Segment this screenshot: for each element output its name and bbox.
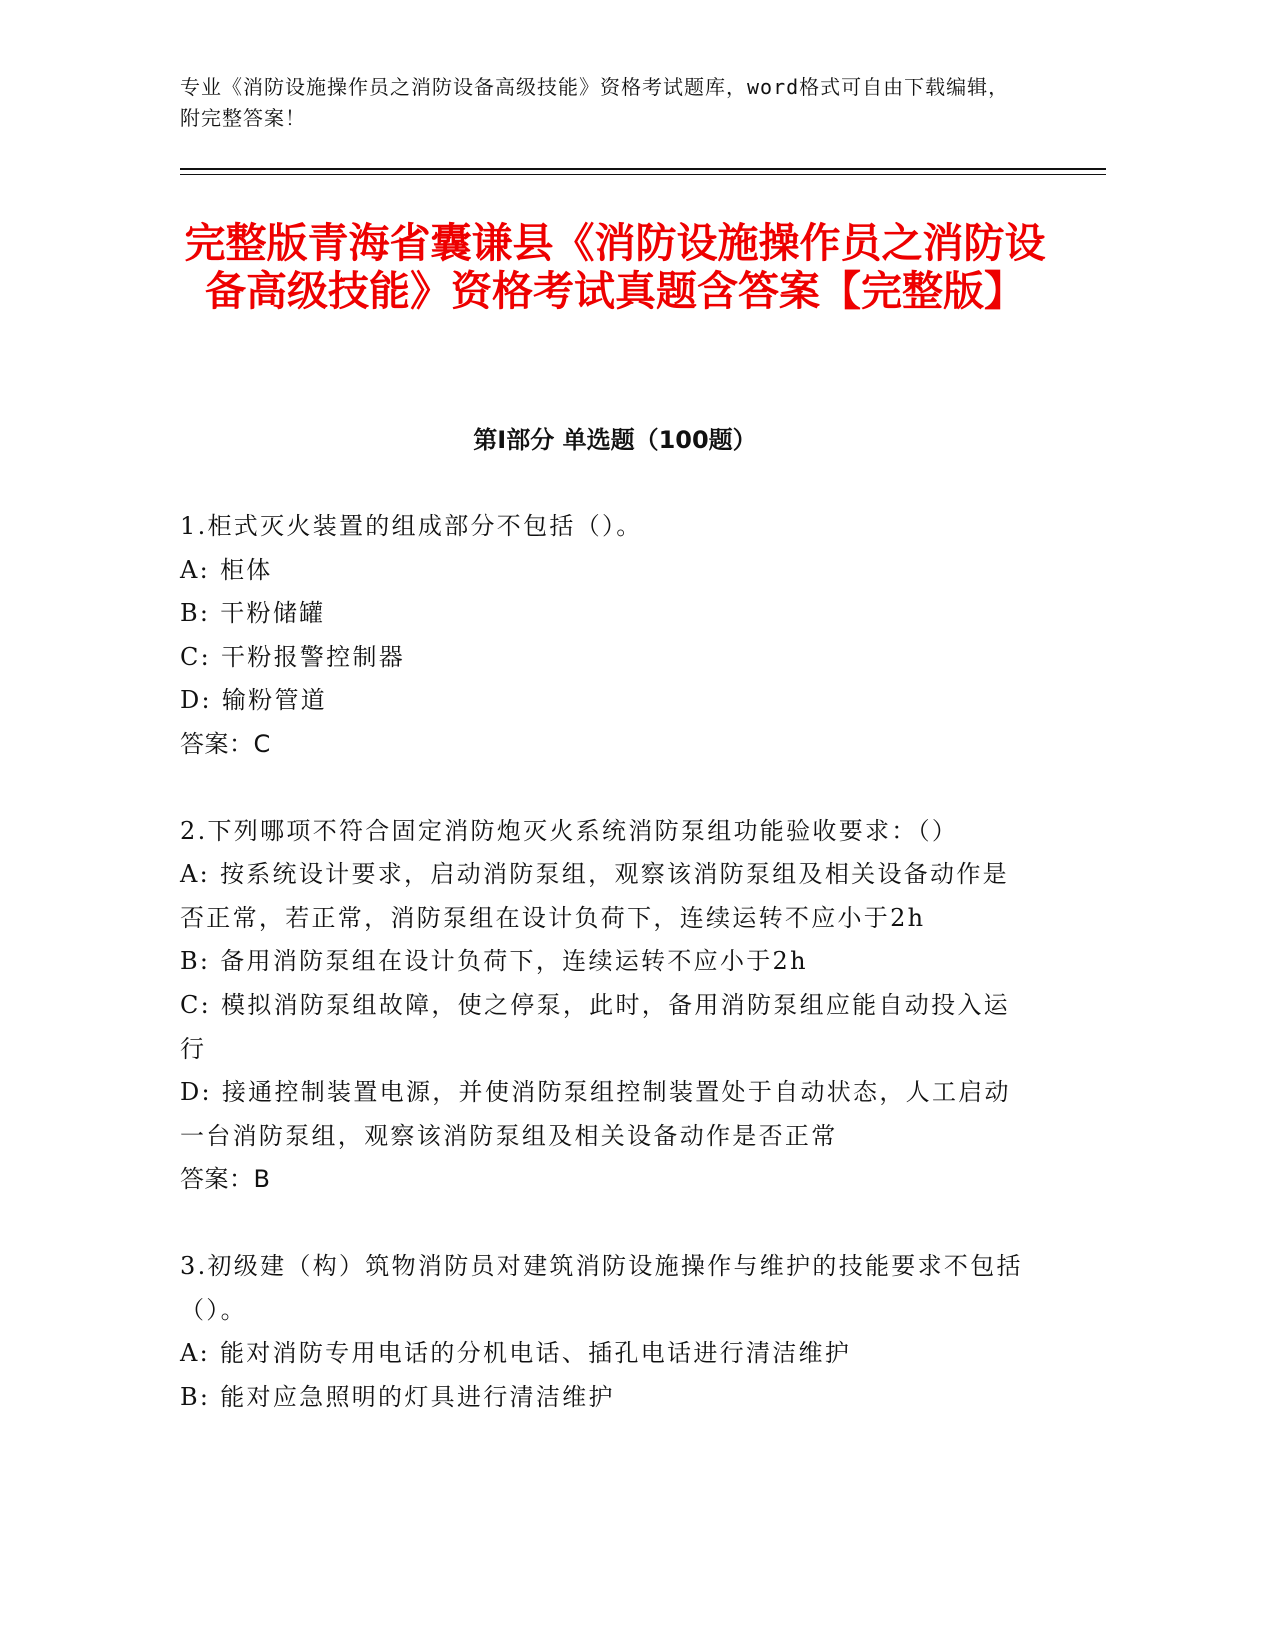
question-list bbox=[180, 505, 1030, 1462]
option-a: A: 按系统设计要求，启动消防泵组，观察该消防泵组及相关设备动作是否正常，若正常，消防泵组在设计负荷下，连续运转不应小于2h bbox=[180, 860, 1009, 932]
question-2 bbox=[180, 810, 1030, 1202]
header-divider-thin bbox=[180, 174, 1106, 175]
question-3 bbox=[180, 1245, 1030, 1419]
question-1 bbox=[180, 505, 1030, 767]
document-title: 完整版青海省囊谦县《消防设施操作员之消防设备高级技能》资格考试真题含答案【完整版】 bbox=[184, 219, 1046, 315]
option-d: D: 输粉管道 bbox=[180, 686, 328, 715]
option-b: B: 能对应急照明的灯具进行清洁维护 bbox=[180, 1382, 615, 1411]
question-stem: 1.柜式灭火装置的组成部分不包括（）。 bbox=[180, 512, 643, 540]
option-a: A: 柜体 bbox=[180, 555, 273, 584]
option-c: C: 模拟消防泵组故障，使之停泵，此时，备用消防泵组应能自动投入运行 bbox=[180, 990, 1010, 1063]
header-divider bbox=[180, 168, 1106, 170]
section-title: 第I部分 单选题（100题） bbox=[473, 426, 757, 454]
option-d: D: 接通控制装置电源，并使消防泵组控制装置处于自动状态，人工启动一台消防泵组，观察该消防泵组及相关设备动作是否正常 bbox=[180, 1078, 1011, 1150]
option-b: B: 干粉储罐 bbox=[180, 599, 326, 628]
option-c: C: 干粉报警控制器 bbox=[180, 642, 406, 671]
option-a: A: 能对消防专用电话的分机电话、插孔电话进行清洁维护 bbox=[180, 1339, 852, 1368]
header-note: 专业《消防设施操作员之消防设备高级技能》资格考试题库，word格式可自由下载编辑，附完整答案！ bbox=[180, 75, 1010, 130]
question-stem: 3.初级建（构）筑物消防员对建筑消防设施操作与维护的技能要求不包括（）。 bbox=[180, 1251, 1023, 1324]
answer: 答案：B bbox=[180, 1165, 271, 1194]
question-stem: 2.下列哪项不符合固定消防炮灭火系统消防泵组功能验收要求：（） bbox=[180, 816, 959, 845]
option-b: B: 备用消防泵组在设计负荷下，连续运转不应小于2h bbox=[180, 947, 808, 976]
answer: 答案：C bbox=[180, 729, 271, 758]
